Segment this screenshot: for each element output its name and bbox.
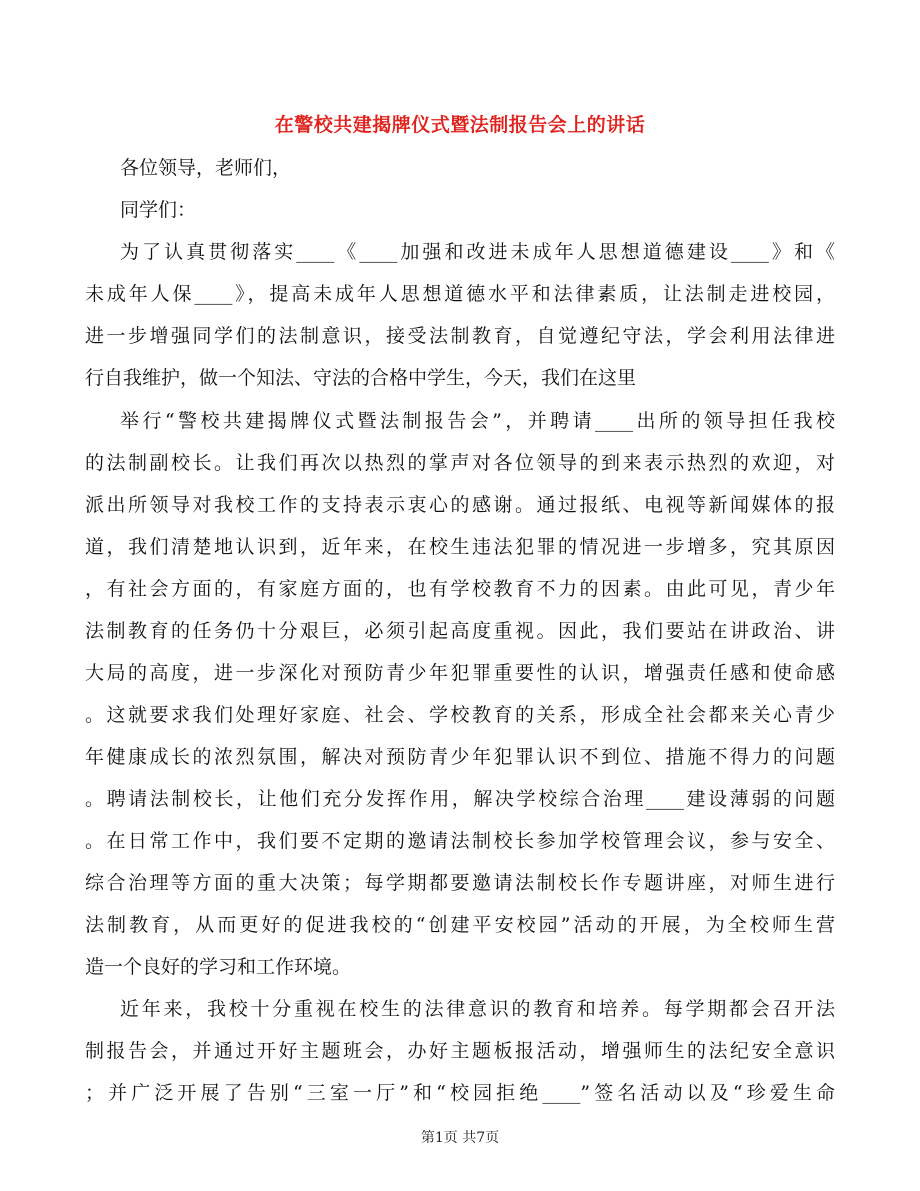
body-line: 。聘请法制校长，让他们充分发挥作用，解决学校综合治理____建设薄弱的问题 [85,788,835,810]
body-line: 进一步增强同学们的法制意识，接受法制教育，自觉遵纪守法，学会利用法律进 [85,325,835,347]
body-line: 制报告会，并通过开好主题班会，办好主题板报活动，增强师生的法纪安全意识 [85,1040,835,1062]
body-line: 各位领导，老师们， [120,157,292,179]
body-line: 道，我们清楚地认识到，近年来，在校生违法犯罪的情况进一步增多，究其原因 [85,536,835,558]
body-line: 为了认真贯彻落实____《____加强和改进未成年人思想道德建设____》和《 [120,241,835,263]
page-number: 第1页 共7页 [420,1130,500,1146]
document-title: 在警校共建揭牌仪式暨法制报告会上的讲话 [274,114,646,136]
body-line: 行自我维护，做一个知法、守法的合格中学生，今天，我们在这里 [85,367,637,389]
body-line: 未成年人保____》，提高未成年人思想道德水平和法律素质，让法制走进校园， [85,283,835,305]
body-line: 派出所领导对我校工作的支持表示衷心的感谢。通过报纸、电视等新闻媒体的报 [85,494,835,516]
body-line: 。在日常工作中，我们要不定期的邀请法制校长参加学校管理会议，参与安全、 [85,830,835,852]
body-line: 。这就要求我们处理好家庭、社会、学校教育的关系，形成全社会都来关心青少 [85,704,835,726]
body-line: 同学们： [120,199,197,221]
body-line: ，有社会方面的，有家庭方面的，也有学校教育不力的因素。由此可见，青少年 [85,578,835,600]
body-line: ；并广泛开展了告别“三室一厅”和“校园拒绝____”签名活动以及“珍爱生命 [85,1082,835,1104]
body-line: 综合治理等方面的重大决策；每学期都要邀请法制校长作专题讲座，对师生进行 [85,872,835,894]
body-line: 近年来，我校十分重视在校生的法律意识的教育和培养。每学期都会召开法 [120,998,835,1020]
body-line: 造一个良好的学习和工作环境。 [85,956,352,978]
body-line: 大局的高度，进一步深化对预防青少年犯罪重要性的认识，增强责任感和使命感 [85,662,835,684]
body-line: 的法制副校长。让我们再次以热烈的掌声对各位领导的到来表示热烈的欢迎，对 [85,452,835,474]
body-line: 年健康成长的浓烈氛围，解决对预防青少年犯罪认识不到位、措施不得力的问题 [85,746,835,768]
body-line: 举行“警校共建揭牌仪式暨法制报告会”，并聘请____出所的领导担任我校 [120,410,835,432]
body-line: 法制教育的任务仍十分艰巨，必须引起高度重视。因此，我们要站在讲政治、讲 [85,620,835,642]
body-line: 法制教育，从而更好的促进我校的“创建平安校园”活动的开展，为全校师生营 [85,914,835,936]
